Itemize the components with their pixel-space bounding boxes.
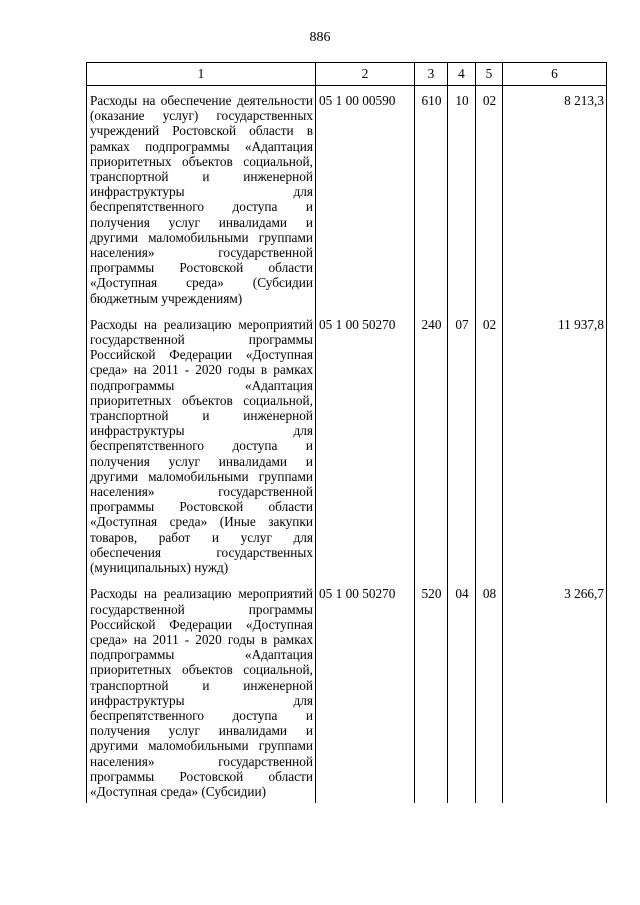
target-article-code: 05 1 00 50270 — [316, 310, 415, 579]
budget-table — [86, 62, 607, 803]
column-header: 3 — [415, 63, 448, 86]
expense-type-code: 520 — [415, 579, 448, 803]
page-number: 886 — [309, 30, 331, 45]
target-article-code: 05 1 00 00590 — [316, 86, 415, 310]
table-row — [87, 86, 607, 310]
expense-description: Расходы на обеспечение деятельности (оказание услуг) государственных учреждений Ростовской области в рамках подпрограммы «Адаптация приоритетных объектов социальной, транспортной и инженерной инфраструктуры для беспрепятственного доступа и получения услуг инвалидами и другими маломобильными группами населения» государственной программы Ростовской области «Доступная среда» (Субсидии бюджетным учреждениям) — [87, 86, 316, 310]
column-header: 2 — [316, 63, 415, 86]
column-header: 6 — [503, 63, 607, 86]
expense-description: Расходы на реализацию мероприятий государственной программы Российской Федерации «Доступная среда» на 2011 - 2020 годы в рамках подпрограммы «Адаптация приоритетных объектов социальной, транспортной и инженерной инфраструктуры для беспрепятственного доступа и получения услуг инвалидами и другими маломобильными группами населения» государственной программы Ростовской области «Доступная среда» (Иные закупки товаров, работ и услуг для обеспечения государственных (муниципальных) нужд) — [87, 310, 316, 579]
expense-type-code: 240 — [415, 310, 448, 579]
table-header-row — [87, 63, 607, 86]
subsection-code: 02 — [476, 310, 503, 579]
table-row — [87, 579, 607, 803]
subsection-code: 02 — [476, 86, 503, 310]
table-row — [87, 310, 607, 579]
amount-value: 3 266,7 — [503, 579, 607, 803]
target-article-code: 05 1 00 50270 — [316, 579, 415, 803]
section-code: 04 — [448, 579, 476, 803]
amount-value: 11 937,8 — [503, 310, 607, 579]
expense-description: Расходы на реализацию мероприятий государственной программы Российской Федерации «Доступная среда» на 2011 - 2020 годы в рамках подпрограммы «Адаптация приоритетных объектов социальной, транспортной и инженерной инфраструктуры для беспрепятственного доступа и получения услуг инвалидами и другими маломобильными группами населения» государственной программы Ростовской области «Доступная среда» (Субсидии) — [87, 579, 316, 803]
amount-value: 8 213,3 — [503, 86, 607, 310]
column-header: 1 — [87, 63, 316, 86]
subsection-code: 08 — [476, 579, 503, 803]
expense-type-code: 610 — [415, 86, 448, 310]
section-code: 07 — [448, 310, 476, 579]
column-header: 5 — [476, 63, 503, 86]
column-header: 4 — [448, 63, 476, 86]
section-code: 10 — [448, 86, 476, 310]
